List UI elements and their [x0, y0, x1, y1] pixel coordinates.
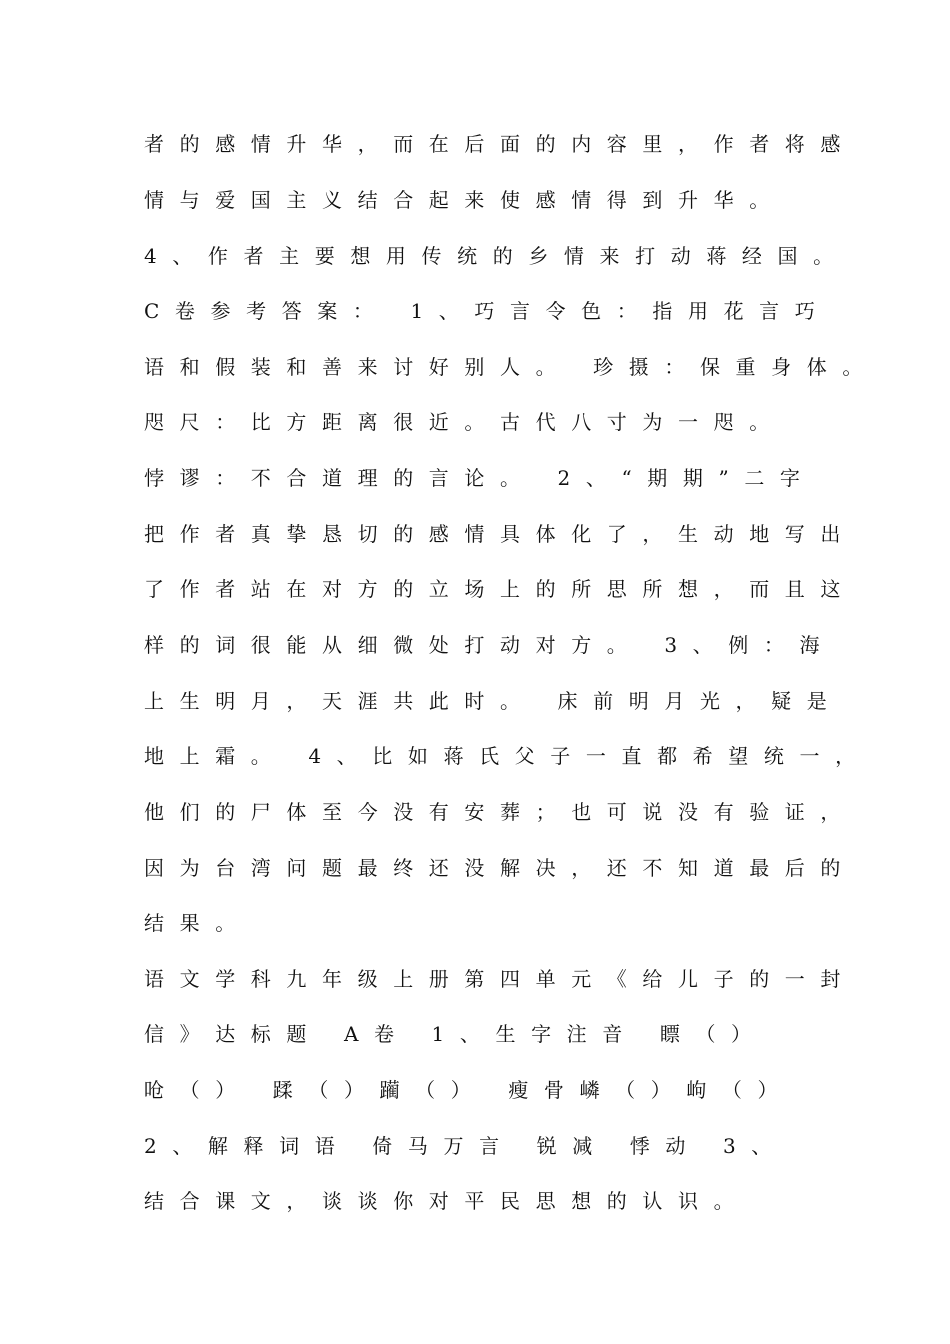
- text-line-2: 情与爱国主义结合起来使感情得到升华。: [144, 188, 785, 212]
- text-line-1: 者的感情升华，而在后面的内容里，作者将感: [144, 132, 856, 156]
- text-line-14: 因为台湾问题最终还没解决，还不知道最后的: [144, 856, 856, 880]
- text-line-13: 他们的尸体至今没有安葬；也可说没有验证，: [144, 800, 856, 824]
- text-line-11: 上生明月，天涯共此时。 床前明月光，疑是: [144, 689, 843, 713]
- text-line-6: 咫尺：比方距离很近。古代八寸为一咫。: [144, 410, 785, 434]
- text-line-16: 语文学科九年级上册第四单元《给儿子的一封: [144, 967, 856, 991]
- text-line-4: C卷参考答案： 1、巧言令色：指用花言巧: [144, 299, 831, 323]
- text-line-15: 结果。: [144, 911, 251, 935]
- text-line-19: 2、解释词语 倚马万言 锐减 悸动 3、: [144, 1134, 787, 1158]
- text-line-8: 把作者真挚恳切的感情具体化了，生动地写出: [144, 522, 856, 546]
- text-line-20: 结合课文，谈谈你对平民思想的认识。: [144, 1189, 750, 1213]
- text-line-12: 地上霜。 4、比如蒋氏父子一直都希望统一，: [144, 744, 871, 768]
- text-line-7: 悖谬：不合道理的言论。 2、“期期”二字: [144, 466, 816, 490]
- text-line-18: 呛（） 蹂（）躏（） 瘦骨嶙（）岣（）: [144, 1078, 794, 1102]
- text-line-10: 样的词很能从细微处打动对方。 3、例：海: [144, 633, 836, 657]
- text-line-17: 信》达标题 A卷 1、生字注音 瞟（）: [144, 1022, 767, 1046]
- text-line-5: 语和假装和善来讨好别人。 珍摄：保重身体。: [144, 355, 878, 379]
- text-line-9: 了作者站在对方的立场上的所思所想，而且这: [144, 577, 856, 601]
- text-line-3: 4、作者主要想用传统的乡情来打动蒋经国。: [144, 244, 849, 268]
